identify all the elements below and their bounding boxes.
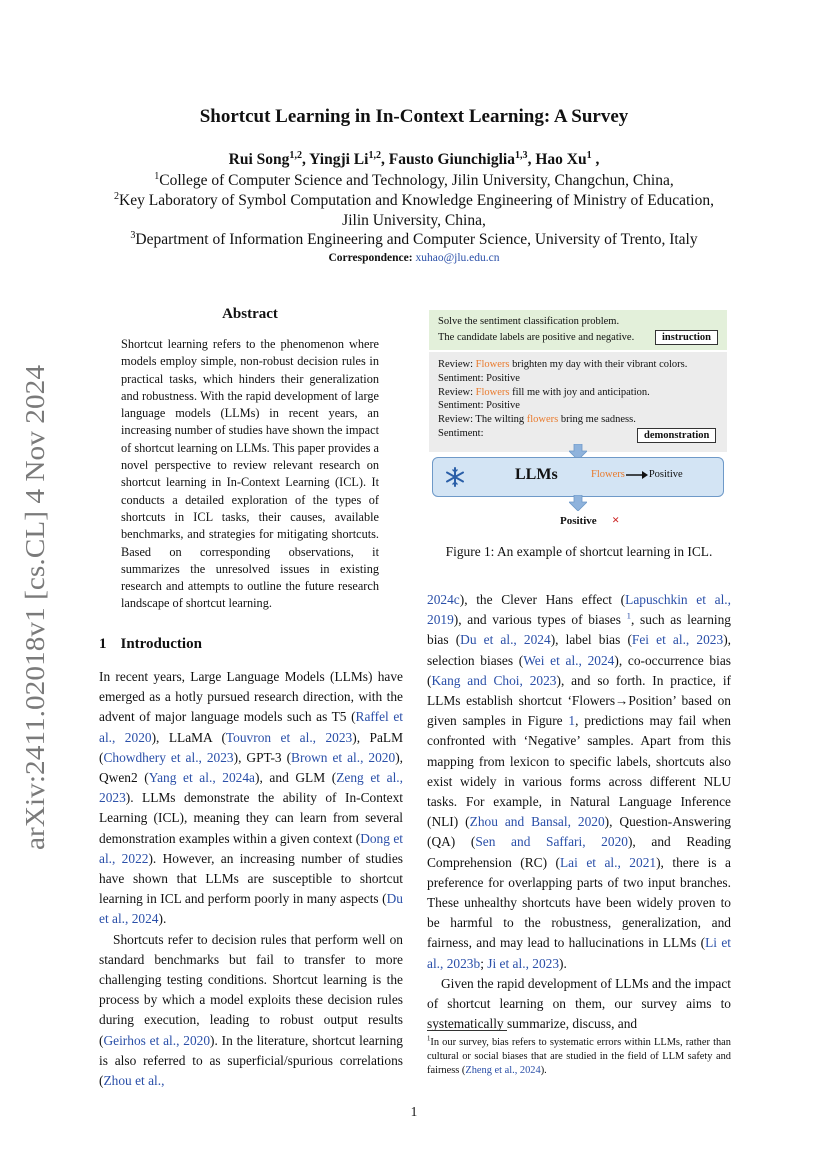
affiliation-marker: 2 bbox=[114, 190, 120, 202]
affiliation-text: Department of Information Engineering and Computer Science, University of Trento, Italy bbox=[135, 231, 698, 248]
citation[interactable]: Chowdhery et al., 2023 bbox=[103, 749, 234, 765]
demo-text: Sentiment: Positive bbox=[438, 372, 520, 384]
citation[interactable]: Geirhos et al., 2020 bbox=[103, 1032, 211, 1048]
citation[interactable]: Yang et al., 2024a bbox=[148, 770, 256, 786]
demo-text: brighten my day with their vibrant colors. bbox=[509, 359, 688, 370]
abstract-text: Shortcut learning refers to the phenomenon where models employ simple, non-robust decision rules in practical tasks, which hinders their generalization and robustness. With the rapid development of large language models (LLMs) in recent years, an increasing number of studies have shown the impact of shortcut learning on LLMs. This paper provides a novel perspective to review relevant research on shortcut learning in In-Context Learning (ICL). It conducts a detailed exploration of the types of shortcuts in ICL tasks, their causes, available benchmarks, and strategies for mitigating shortcuts. Based on corresponding observations, it summarizes the unresolved issues in existing research and attempts to outline the future research landscape of shortcut learning. bbox=[121, 337, 379, 611]
section-heading bbox=[99, 636, 202, 653]
output-label: Positive bbox=[560, 515, 597, 527]
demonstration-line bbox=[438, 427, 484, 441]
citation[interactable]: Brown et al., 2020 bbox=[291, 749, 396, 765]
author-affiliation-marker: 1 bbox=[586, 149, 592, 161]
author-affiliation-marker: 1,2 bbox=[289, 149, 302, 161]
affiliation-2-cont bbox=[0, 211, 828, 231]
affiliation-marker: 1 bbox=[154, 170, 160, 182]
citation[interactable]: Lapuschkin et al., 2019 bbox=[427, 592, 731, 628]
citation[interactable]: Lai et al., 2021 bbox=[560, 854, 657, 870]
demo-text: Review: The wilting bbox=[438, 414, 527, 426]
citation[interactable]: Du et al., 2024 bbox=[460, 632, 551, 648]
footnote-marker: 1 bbox=[427, 1035, 431, 1043]
paper-title: Shortcut Learning in In-Context Learning: A Survey bbox=[199, 106, 629, 127]
citation[interactable]: Ji et al., 2023 bbox=[487, 955, 560, 971]
demonstration-line bbox=[438, 372, 520, 386]
shortcut-to: Positive bbox=[648, 469, 683, 480]
demo-text: Sentiment: bbox=[438, 428, 484, 439]
footnote-rule bbox=[427, 1030, 507, 1031]
footnote-text-end: ). bbox=[540, 1065, 547, 1076]
demonstration-tag: demonstration bbox=[637, 428, 716, 443]
citation[interactable]: Raffel et al., 2020 bbox=[99, 709, 403, 745]
wrong-mark: × bbox=[612, 512, 620, 527]
demonstration-line bbox=[438, 358, 687, 372]
affiliation-text: Jilin University, China, bbox=[342, 212, 486, 229]
affiliation-text: College of Computer Science and Technology, Jilin University, Changchun, China, bbox=[159, 172, 674, 189]
shortcut-from: Flowers bbox=[591, 469, 625, 480]
citation[interactable]: 2024c bbox=[427, 592, 460, 607]
citation[interactable]: Li et al., 2023b bbox=[427, 935, 731, 971]
demonstration-line bbox=[438, 413, 636, 427]
author-name: Rui Song bbox=[228, 151, 290, 168]
author-affiliation-marker: 1,2 bbox=[368, 149, 382, 161]
demonstration-line bbox=[438, 399, 520, 413]
intro-paragraph-2-cont: 2024c), the Clever Hans effect (Lapuschkin et al., 2019), and various types of biases $^1$, such as learning bias (Du et al., 2024), label bias (Fei et al., 2023), selection biases (Wei et al., 2024), co-occurrence bias (Kang and Choi, 2023), and so forth. In practice, if LLMs establish shortcut ‘Flowers→Position’ based on given samples in Figure 1, predictions may fail when confronted with ‘Negative’ samples. Apart from this mapping from lexicon to specific labels, shortcuts also exist widely in various forms across different NLU tasks. For example, in Natural Language Inference (NLI) (Zhou and Bansal, 2020), Question-Answering (QA) (Sen and Saffari, 2020), and Reading Comprehension (RC) (Lai et al., 2021), there is a preference for overlapping parts of two input branches. These unhealthy shortcuts have been widely proven to be harmful to the robustness, generalization, and fairness, and may lead to hallucinations in LLMs (Li et al., 2023b; Ji et al., 2023). bbox=[427, 592, 731, 971]
affiliation-3 bbox=[0, 230, 828, 250]
citation[interactable]: Zhou et al., bbox=[103, 1073, 165, 1089]
intro-paragraph-3: Given the rapid development of LLMs and the impact of shortcut learning on them, our survey aims to systematically summarize, discuss, and bbox=[427, 975, 731, 1032]
footnote bbox=[427, 1036, 731, 1078]
citation[interactable]: Zhou and Bansal, 2020 bbox=[469, 814, 605, 830]
figure-caption: Figure 1: An example of shortcut learning in ICL. bbox=[445, 544, 713, 559]
abstract-heading: Abstract bbox=[222, 306, 278, 322]
citation[interactable]: Dong et al., 2022 bbox=[99, 830, 403, 866]
left-column-text bbox=[99, 667, 403, 1091]
author-affiliation-marker: 1,3 bbox=[514, 149, 528, 161]
correspondence-email[interactable]: xuhao@jlu.edu.cn bbox=[415, 252, 500, 264]
section-title: Introduction bbox=[120, 636, 202, 652]
citation[interactable]: Du et al., 2024 bbox=[99, 891, 403, 927]
demo-text: Review: bbox=[438, 359, 476, 370]
snowflake-icon bbox=[445, 467, 465, 487]
right-column-text bbox=[427, 590, 731, 1034]
citation[interactable]: Fei et al., 2023 bbox=[631, 632, 724, 648]
correspondence bbox=[0, 252, 828, 264]
instruction-line: Solve the sentiment classification problem. bbox=[438, 316, 620, 327]
llm-box bbox=[432, 457, 724, 497]
demo-highlight: Flowers bbox=[475, 386, 510, 398]
author-name: Fausto Giunchiglia bbox=[388, 151, 515, 168]
page-number: 1 bbox=[410, 1104, 418, 1119]
author-name: Hao Xu bbox=[535, 151, 587, 168]
intro-paragraph-2: Shortcuts refer to decision rules that perform well on standard benchmarks but fail to transfer to more challenging testing conditions. Shortcut learning is the process by which a model exploits these decision rules during execution, leading to robust output results (Geirhos et al., 2020). In the literature, shortcut learning is also referred to as superficial/spurious correlations (Zhou et al., bbox=[99, 931, 403, 1089]
author-list: Rui Song$^{1,2}$, Yingji Li$^{1,2}$, Fausto Giunchiglia$^{1,3}$, Hao Xu$^1$ , bbox=[228, 149, 600, 168]
footnote-text: In our survey, bias refers to systematic errors within LLMs, rather than cultural or social biases that are studied in the field of LLM safety and fairness ( bbox=[427, 1037, 731, 1076]
correspondence-label: Correspondence: bbox=[328, 252, 413, 264]
demo-highlight: Flowers bbox=[475, 359, 510, 370]
instruction-line: The candidate labels are positive and negative. bbox=[438, 332, 635, 343]
demo-highlight: flowers bbox=[526, 414, 559, 426]
shortcut-mapping bbox=[591, 469, 683, 480]
affiliation-1 bbox=[0, 171, 828, 191]
svg-text:arXiv:2411.02018v1 [cs.CL] 4: arXiv:2411.02018v1 [cs.CL] 4 Nov 2024 bbox=[20, 404, 50, 850]
arrow-down-icon bbox=[569, 495, 587, 511]
citation[interactable]: Zeng et al., 2023 bbox=[99, 770, 403, 806]
arxiv-stamp bbox=[14, 360, 54, 850]
affiliation-text: Key Laboratory of Symbol Computation and Knowledge Engineering of Ministry of Education, bbox=[119, 192, 714, 209]
affiliation-2 bbox=[0, 191, 828, 211]
arrow-right-icon bbox=[626, 471, 648, 479]
citation[interactable]: Kang and Choi, 2023 bbox=[431, 672, 557, 688]
demo-text: fill me with joy and anticipation. bbox=[509, 386, 650, 398]
llm-label: LLMs bbox=[515, 466, 558, 483]
affiliation-marker: 3 bbox=[130, 229, 136, 241]
demo-text: Review: bbox=[438, 386, 476, 398]
footnote-ref[interactable]: 1 bbox=[626, 610, 631, 621]
demo-text: bring me sadness. bbox=[558, 414, 636, 426]
footnote-citation[interactable]: Zheng et al., 2024 bbox=[465, 1065, 541, 1076]
figure-1 bbox=[427, 306, 731, 536]
citation[interactable]: Wei et al., 2024 bbox=[523, 652, 615, 668]
author-name: Yingji Li bbox=[309, 151, 369, 168]
section-number: 1 bbox=[99, 636, 107, 652]
figure-ref[interactable]: 1 bbox=[568, 713, 576, 729]
abstract-body bbox=[121, 336, 379, 613]
demonstration-line bbox=[438, 386, 650, 400]
intro-paragraph-1: In recent years, Large Language Models (LLMs) have emerged as a hotly pursued research direction, with the advent of major language models such as T5 (Raffel et al., 2020), LLaMA (Touvron et al., 2023), PaLM (Chowdhery et al., 2023), GPT-3 (Brown et al., 2020), Qwen2 (Yang et al., 2024a), and GLM (Zeng et al., 2023). LLMs demonstrate the ability of In-Context Learning (ICL), meaning they can learn from several demonstration examples within a given context (Dong et al., 2022). However, an increasing number of studies have shown that LLMs are susceptible to shortcut learning in ICL and perform poorly in many aspects (Du et al., 2024). bbox=[99, 669, 403, 927]
citation[interactable]: Sen and Saffari, 2020 bbox=[475, 834, 628, 850]
instruction-tag: instruction bbox=[655, 330, 718, 345]
demo-text: Sentiment: Positive bbox=[438, 400, 520, 412]
citation[interactable]: Touvron et al., 2023 bbox=[225, 729, 353, 745]
